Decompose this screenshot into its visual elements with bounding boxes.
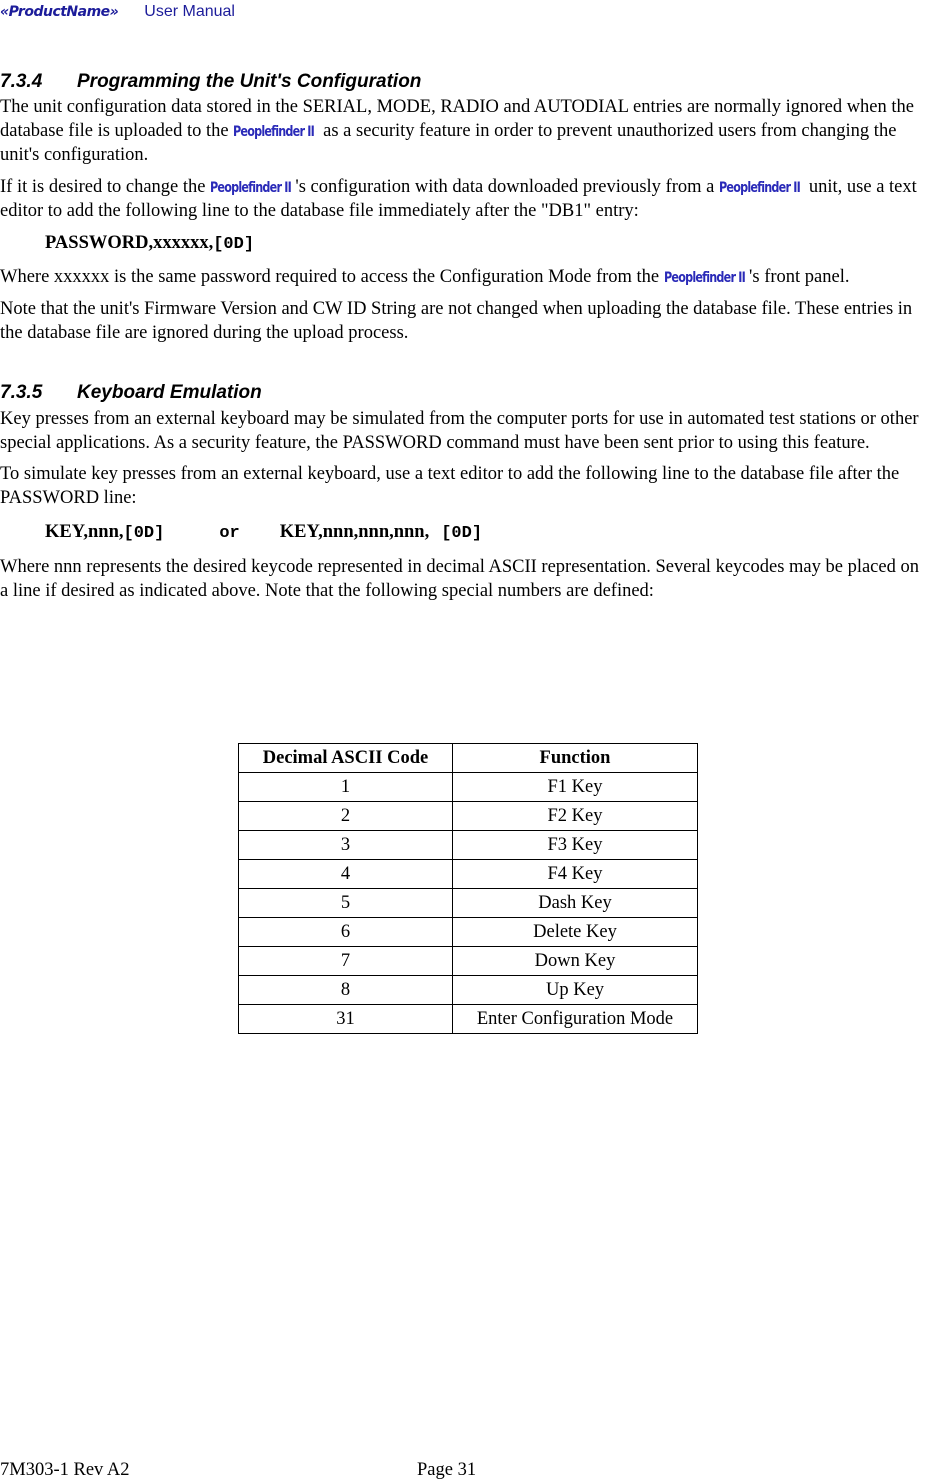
- command-or: or: [219, 524, 240, 543]
- table-cell: F4 Key: [453, 860, 698, 889]
- product-brand: Peoplefinder II: [663, 269, 745, 286]
- page-header: [0, 0, 235, 24]
- text: 's configuration with data downloaded previously from a: [295, 176, 715, 197]
- table-cell: 4: [239, 860, 453, 889]
- command-text: KEY,nnn,: [45, 522, 124, 542]
- command-text: KEY,nnn,nnn,nnn,: [279, 522, 430, 542]
- product-brand: Peoplefinder II: [233, 123, 315, 140]
- table-cell: Up Key: [453, 976, 698, 1005]
- table-cell: Down Key: [453, 947, 698, 976]
- table-cell: F1 Key: [453, 773, 698, 802]
- table-row: [239, 889, 698, 918]
- product-brand: Peoplefinder II: [210, 179, 292, 196]
- table-cell: 3: [239, 831, 453, 860]
- text: as a security feature in order to prevent unauthorized users from changing the unit's configuration.: [0, 120, 897, 165]
- table-row: [239, 860, 698, 889]
- text: 's front panel.: [749, 266, 850, 287]
- key-command: [45, 520, 925, 546]
- footer-doc-id: 7M303-1 Rev A2: [0, 1460, 130, 1480]
- text: Where xxxxxx is the same password required to access the Configuration Mode from the: [0, 266, 660, 287]
- paragraph: To simulate key presses from an external keyboard, use a text editor to add the following line to the database file after the PASSWORD line:: [0, 464, 900, 508]
- paragraph: [0, 266, 925, 291]
- keycode-table: [238, 743, 698, 1034]
- product-brand: Peoplefinder II: [719, 179, 801, 196]
- table-cell: 5: [239, 889, 453, 918]
- product-name-field: «ProductName»: [0, 4, 119, 20]
- command-text: PASSWORD,xxxxxx,: [45, 232, 214, 253]
- page-content: [0, 70, 925, 603]
- table-cell: 8: [239, 976, 453, 1005]
- table-cell: 6: [239, 918, 453, 947]
- section-heading-7-3-4: [0, 70, 925, 94]
- text: If it is desired to change the: [0, 176, 206, 197]
- table-cell: 2: [239, 802, 453, 831]
- table-cell: Delete Key: [453, 918, 698, 947]
- section-number: 7.3.5: [0, 382, 43, 403]
- paragraph: [0, 96, 925, 168]
- table-cell: 31: [239, 1005, 453, 1034]
- table-cell: Dash Key: [453, 889, 698, 918]
- table-cell: 7: [239, 947, 453, 976]
- table-row: [239, 976, 698, 1005]
- paragraph: Where nnn represents the desired keycode represented in decimal ASCII representation. Several keycodes may be placed on a line if desired as indicated above. Note that the following special numbers are defined:: [0, 557, 919, 601]
- footer-page-number: Page 31: [417, 1460, 477, 1480]
- table-row: [239, 918, 698, 947]
- table-row: [239, 947, 698, 976]
- command-code: [0D]: [213, 234, 255, 254]
- table-cell: 1: [239, 773, 453, 802]
- paragraph: Key presses from an external keyboard may be simulated from the computer ports for use in automated test stations or other special applications. As a security feature, the PASSWORD command must have been sent prior to using this feature.: [0, 409, 919, 453]
- section-title: Keyboard Emulation: [77, 382, 262, 403]
- paragraph: [0, 176, 925, 224]
- table-row: [239, 1005, 698, 1034]
- table-cell: F2 Key: [453, 802, 698, 831]
- document-type: User Manual: [144, 3, 235, 20]
- text: unit, use a text editor to add the following line to the database file immediately after the "DB1" entry:: [0, 176, 917, 221]
- section-title: Programming the Unit's Configuration: [77, 71, 422, 92]
- section-number: 7.3.4: [0, 71, 43, 92]
- table-header-row: [239, 744, 698, 773]
- column-header: Decimal ASCII Code: [239, 744, 453, 773]
- command-code: [0D]: [123, 524, 165, 543]
- section-heading-7-3-5: [0, 381, 925, 405]
- paragraph: Note that the unit's Firmware Version and CW ID String are not changed when uploading the database file. These entries in the database file are ignored during the upload process.: [0, 299, 913, 343]
- table-row: [239, 831, 698, 860]
- table-row: [239, 773, 698, 802]
- password-command: [45, 231, 925, 257]
- command-code: [0D]: [441, 524, 483, 543]
- table-row: [239, 802, 698, 831]
- text: The unit configuration data stored in the SERIAL, MODE, RADIO and AUTODIAL entries are normally ignored when the database file is uploaded to the: [0, 97, 914, 141]
- column-header: Function: [453, 744, 698, 773]
- table-cell: F3 Key: [453, 831, 698, 860]
- table-cell: Enter Configuration Mode: [453, 1005, 698, 1034]
